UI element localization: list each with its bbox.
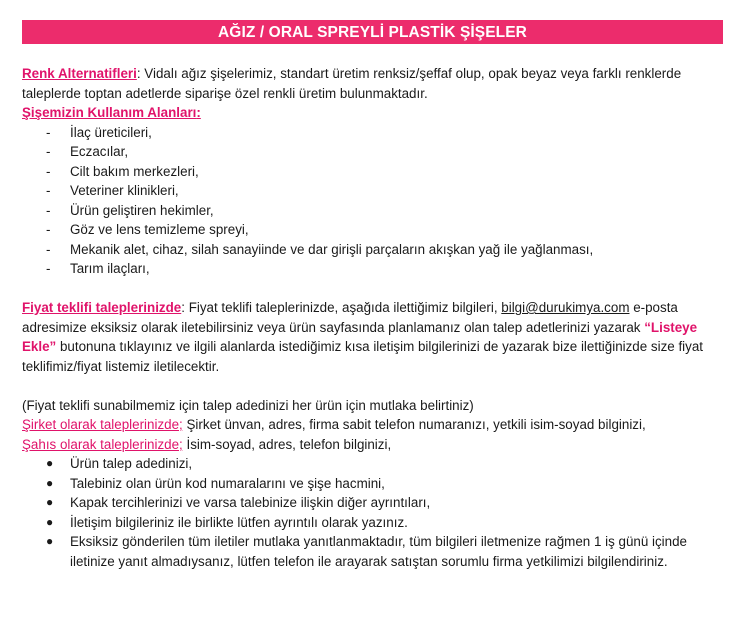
dash-marker: - xyxy=(46,202,51,218)
list-item-text: Eksiksiz gönderilen tüm iletiler mutlaka yanıtlanmaktadır, tüm bilgileri iletmenize rağmen 1 iş günü içinde iletinize yanıt almadıysanız, lütfen telefon ile arayarak satıştan sorumlu firma yetkilimizi bilgilendiriniz. xyxy=(70,534,687,569)
price-quote-paragraph xyxy=(22,298,722,376)
list-item xyxy=(22,142,722,162)
usage-areas-heading: Şişemizin Kullanım Alanları xyxy=(22,105,197,120)
list-item-text: Ürün talep adedinizi, xyxy=(70,456,193,471)
price-quote-text-1: : Fiyat teklifi taleplerinizde, aşağıda ilettiğimiz bilgileri, xyxy=(181,300,502,315)
individual-request-paragraph xyxy=(22,435,722,455)
dash-marker: - xyxy=(46,241,51,257)
individual-request-text: İsim-soyad, adres, telefon bilginizi, xyxy=(182,436,392,452)
list-item-text: Eczacılar, xyxy=(70,144,129,159)
list-item-text: Ürün geliştiren hekimler, xyxy=(70,202,214,218)
bullet-marker: ● xyxy=(46,495,54,509)
page-title: AĞIZ / ORAL SPREYLİ PLASTİK ŞİŞELER xyxy=(22,20,723,44)
dash-marker: - xyxy=(46,124,51,140)
company-request-heading: Şirket olarak taleplerinizde; xyxy=(22,417,183,432)
usage-areas-list xyxy=(22,123,722,279)
price-quote-heading: Fiyat teklifi taleplerinizde xyxy=(22,300,182,315)
list-item-text: Talebiniz olan ürün kod numaralarını ve şişe hacmini, xyxy=(70,475,385,491)
list-item-text: Cilt bakım merkezleri, xyxy=(70,163,199,179)
spacer xyxy=(22,376,722,396)
usage-areas-heading-line xyxy=(22,103,722,123)
color-options-text: : Vidalı ağız şişelerimiz, standart üretim renksiz/şeffaf olup, opak beyaz veya farklı renklerde taleplerde toptan adetlerde siparişe özel renkli üretim bulunmaktadır. xyxy=(22,66,682,101)
individual-request-heading: Şahıs olarak taleplerinizde; xyxy=(22,436,183,452)
list-item-text: Göz ve lens temizleme spreyi, xyxy=(70,222,249,237)
list-item xyxy=(22,220,722,240)
quantity-note: (Fiyat teklifi sunabilmemiz için talep adedinizi her ürün için mutlaka belirtiniz) xyxy=(22,397,474,413)
list-item xyxy=(22,513,722,533)
list-item xyxy=(22,454,722,474)
dash-marker: - xyxy=(46,183,51,198)
price-quote-text-2: e-posta adresimize eksiksiz olarak iletebilirsiniz veya ürün sayfasında planlamanız olan talep adetlerinizi yazarak xyxy=(22,300,678,335)
list-item-text: Kapak tercihlerinizi ve varsa talebinize ilişkin diğer ayrıntıları, xyxy=(70,495,431,510)
color-options-heading: Renk Alternatifleri xyxy=(22,66,137,81)
list-item-text: İlaç üreticileri, xyxy=(70,124,152,140)
list-item xyxy=(22,181,722,201)
dash-marker: - xyxy=(46,261,51,276)
color-options-paragraph xyxy=(22,64,722,103)
add-to-list-quote: “Listeye Ekle” xyxy=(22,319,698,354)
bullet-marker: ● xyxy=(46,456,54,470)
price-quote-text-3: butonuna tıklayınız ve ilgili alanlarda istediğimiz kısa iletişim bilgilerinizi de yazarak bize ilettiğinizde size fiyat teklifimiz/fiyat listemiz iletilecektir. xyxy=(22,339,704,374)
list-item-text: İletişim bilgileriniz ile birlikte lütfen ayrıntılı olarak yazınız. xyxy=(70,514,408,530)
list-item-text: Tarım ilaçları, xyxy=(70,261,150,276)
list-item xyxy=(22,201,722,221)
bullet-marker: ● xyxy=(46,534,54,548)
list-item xyxy=(22,123,722,143)
email-link[interactable]: bilgi@durukimya.com xyxy=(501,300,630,315)
usage-areas-colon: : xyxy=(196,105,201,120)
spacer xyxy=(22,279,722,299)
list-item xyxy=(22,532,722,571)
bullet-marker: ● xyxy=(46,475,54,490)
bullet-marker: ● xyxy=(46,514,54,529)
dash-marker: - xyxy=(46,163,51,179)
list-item-text: Mekanik alet, cihaz, silah sanayiinde ve dar girişli parçaların akışkan yağ ile yağlanması, xyxy=(70,241,594,257)
list-item xyxy=(22,474,722,494)
list-item xyxy=(22,240,722,260)
dash-marker: - xyxy=(46,222,51,237)
list-item xyxy=(22,259,722,279)
document-body xyxy=(22,64,722,571)
company-request-text: Şirket ünvan, adres, firma sabit telefon numaranızı, yetkili isim-soyad bilginizi, xyxy=(182,417,646,432)
dash-marker: - xyxy=(46,144,51,159)
list-item xyxy=(22,162,722,182)
list-item-text: Veteriner klinikleri, xyxy=(70,183,179,198)
list-item xyxy=(22,493,722,513)
request-details-list xyxy=(22,454,722,571)
company-request-paragraph xyxy=(22,415,722,435)
